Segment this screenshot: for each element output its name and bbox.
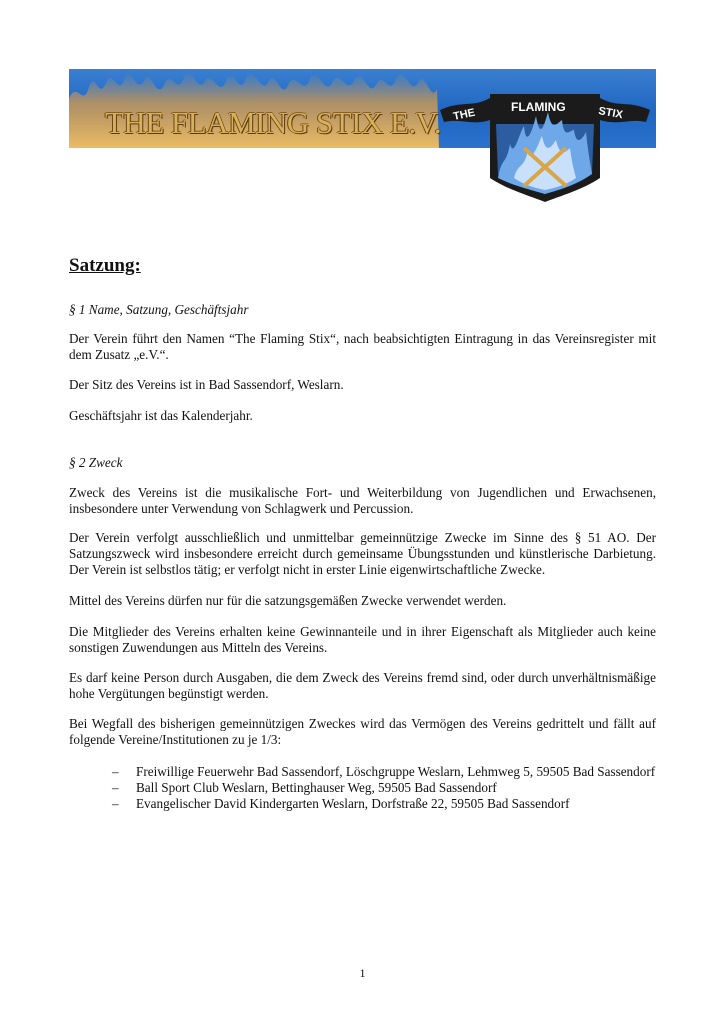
section-heading-1: § 1 Name, Satzung, Geschäftsjahr: [69, 302, 249, 317]
document-title: Satzung:: [69, 255, 141, 276]
paragraph: Der Verein verfolgt ausschließlich und unmittelbar gemeinnützige Zwecke im Sinne des § 51 AO. Der Satzungszweck wird insbesondere erreicht durch gemeinsame Übungsstunden und künstlerische Darbietung. Der Verein ist selbstlos tätig; er verfolgt nicht in erster Linie eigenwirtschaftliche Zwecke.: [69, 530, 656, 577]
logo-text-left: THE: [452, 106, 477, 123]
list-item: [112, 764, 656, 780]
paragraph: Bei Wegfall des bisherigen gemeinnützigen Zweckes wird das Vermögen des Vereins gedrittelt und fällt auf folgende Vereine/Institutionen zu je 1/3:: [69, 716, 656, 747]
paragraph: Zweck des Vereins ist die musikalische Fort- und Weiterbildung von Jugendlichen und Erwachsenen, insbesondere unter Verwendung von Schlagwerk und Percussion.: [69, 485, 656, 516]
paragraph: Mittel des Vereins dürfen nur für die satzungsgemäßen Zwecke verwendet werden.: [69, 593, 507, 608]
list-item-text: Freiwillige Feuerwehr Bad Sassendorf, Löschgruppe Weslarn, Lehmweg 5, 59505 Bad Sassendorf: [136, 764, 656, 779]
paragraph: Der Sitz des Vereins ist in Bad Sassendorf, Weslarn.: [69, 377, 344, 392]
list-marker: –: [112, 796, 119, 811]
beneficiary-list: [112, 764, 656, 812]
paragraph: Geschäftsjahr ist das Kalenderjahr.: [69, 408, 253, 423]
list-item-text: Evangelischer David Kindergarten Weslarn, Dorfstraße 22, 59505 Bad Sassendorf: [136, 796, 570, 811]
list-item: [112, 780, 656, 796]
banner-title: THE FLAMING STIX E.V.: [105, 105, 441, 140]
logo-text-right: STIX: [597, 105, 624, 122]
paragraph: Der Verein führt den Namen “The Flaming Stix“, nach beabsichtigten Eintragung in das Vereinsregister mit dem Zusatz „e.V.“.: [69, 331, 656, 362]
list-item-text: Ball Sport Club Weslarn, Bettinghauser Weg, 59505 Bad Sassendorf: [136, 780, 497, 795]
logo-text-top: FLAMING: [511, 100, 566, 114]
paragraph: Es darf keine Person durch Ausgaben, die dem Zweck des Vereins fremd sind, oder durch unverhältnismäßige hohe Vergütungen begünstigt werden.: [69, 670, 656, 701]
list-item: [112, 796, 656, 812]
flaming-stix-logo: [432, 86, 658, 204]
list-marker: –: [112, 764, 119, 779]
section-heading-2: § 2 Zweck: [69, 455, 123, 470]
paragraph: Die Mitglieder des Vereins erhalten keine Gewinnanteile und in ihrer Eigenschaft als Mitglieder auch keine sonstigen Zuwendungen aus Mitteln des Vereins.: [69, 624, 656, 655]
list-marker: –: [112, 780, 119, 795]
page-number: 1: [359, 966, 366, 980]
